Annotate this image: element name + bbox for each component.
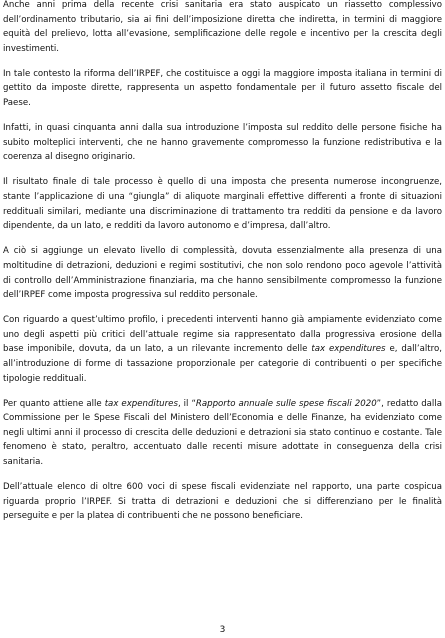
paragraph-1 xyxy=(3,0,442,56)
paragraph-7-text-a: Per quanto attiene alle xyxy=(3,398,105,409)
paragraph-7-term-tax-expenditures: tax expenditures xyxy=(104,398,178,409)
body-text xyxy=(3,0,442,524)
paragraph-8-text: Dell’attuale elenco di oltre 600 voci di spese fiscali evidenziate nel rapporto, una parte cospicua riguarda proprio l’IRPEF. Si tratta di detrazioni e deduzioni che si differenziano per le finalità perseguite e per la platea di contribuenti che ne possono beneficiare. xyxy=(3,482,442,522)
paragraph-2 xyxy=(3,67,442,111)
paragraph-7-text-c: ”, redatto dalla Commissione per le Spese Fiscali del Ministero dell’Economia e delle Finanze, ha evidenziato come negli ultimi anni il processo di crescita delle deduzioni e detrazioni sia stato continuo e costante. Tale fenomeno è stato, peraltro, accentuato dalle recenti misure adottate in conseguenza della crisi sanitaria. xyxy=(3,398,442,468)
paragraph-6 xyxy=(3,313,442,386)
paragraph-8 xyxy=(3,480,442,524)
paragraph-4-text: Il risultato finale di tale processo è quello di una imposta che presenta numerose incongruenze, stante l’applicazione di una “giungla” di aliquote marginali effettive differenti a fronte di situazioni reddituali similari, mediante una discriminazione di trattamento tra redditi da pensione e da lavoro dipendente, da un lato, e redditi da lavoro autonomo e d’impresa, dall’altro. xyxy=(3,177,442,232)
paragraph-6-term-tax-expenditures: tax expenditures xyxy=(311,344,386,355)
paragraph-5 xyxy=(3,244,442,302)
paragraph-6-text-a: Con riguardo a quest’ultimo profilo, i precedenti interventi hanno già ampiamente evidenziato come uno degli aspetti più critici dell’attuale regime sia rappresentato dalla progressiva erosione della base imponibile, dovuta, da un lato, a un rilevante incremento delle xyxy=(3,315,442,355)
paragraph-7 xyxy=(3,397,442,470)
paragraph-5-text: A ciò si aggiunge un elevato livello di complessità, dovuta essenzialmente alla presenza di una moltitudine di detrazioni, deduzioni e regimi sostitutivi, che non solo rendono poco agevole l’attività di controllo dell’Amministrazione finanziaria, ma che hanno sensibilmente compromesso la funzione dell’IRPEF come imposta progressiva sul reddito personale. xyxy=(3,246,442,301)
paragraph-7-report-title: Rapporto annuale sulle spese fiscali 2020 xyxy=(195,398,377,409)
paragraph-2-text: In tale contesto la riforma dell’IRPEF, che costituisce a oggi la maggiore imposta italiana in termini di gettito da imposte dirette, rappresenta un aspetto fondamentale per il futuro assetto fiscale del Paese. xyxy=(3,68,442,109)
page-number: 3 xyxy=(219,625,226,635)
paragraph-7-text-b: , il “ xyxy=(177,398,196,409)
paragraph-3-text: Infatti, in quasi cinquanta anni dalla sua introduzione l’imposta sul reddito delle persone fisiche ha subito molteplici interventi, che ne hanno gravemente compromesso la funzione redistributiva e la coerenza al disegno originario. xyxy=(3,123,442,163)
paragraph-1-text: Anche anni prima della recente crisi sanitaria era stato auspicato un riassetto complessivo dell’ordinamento tributario, sia ai fini dell’imposizione diretta che indiretta, in termini di maggiore equità del prelievo, lotta all’evasione, semplificazione delle regole e incentivo per la crescita degli investimenti. xyxy=(3,0,442,54)
paragraph-6-text-b: e, dall’altro, all’introduzione di forme di tassazione proporzionale per categorie di contribuenti o per specifiche tipologie reddituali. xyxy=(3,344,442,384)
paragraph-3 xyxy=(3,121,442,165)
paragraph-4 xyxy=(3,175,442,233)
